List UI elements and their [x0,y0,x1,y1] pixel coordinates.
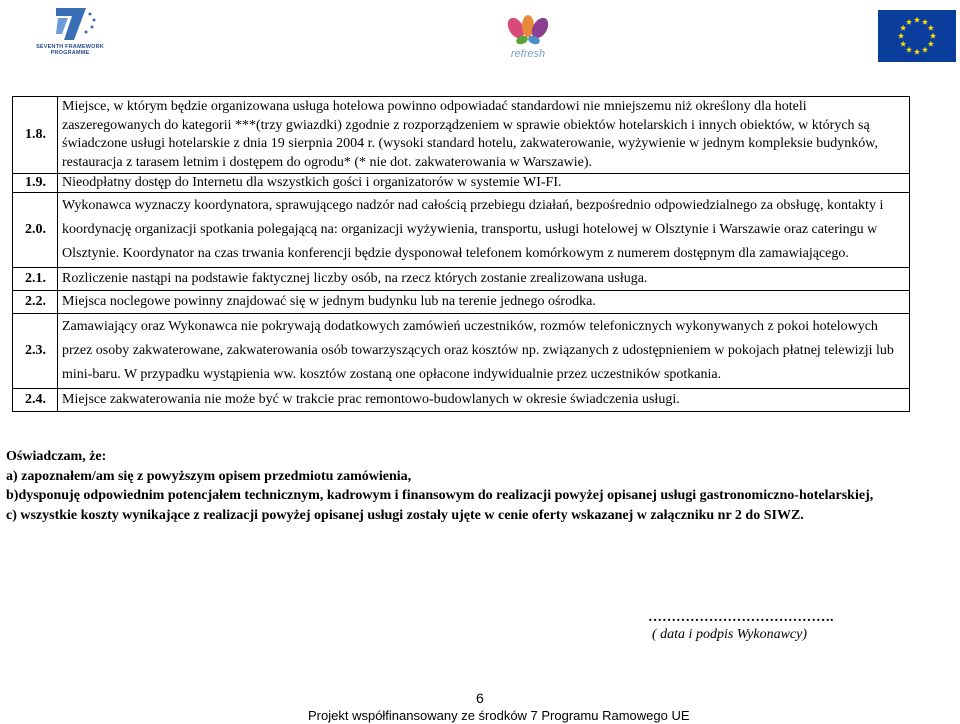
fp7-emblem-icon [28,4,112,44]
table-row [13,389,910,412]
eu-star-icon [900,25,906,31]
declaration-item: c) wszystkie koszty wynikające z realizacji powyżej opisanej usługi zostały ujęte w cenie oferty wskazanej w załączniku nr 2 do SIWZ. [6,507,804,523]
eu-star-icon [914,17,920,23]
row-number: 2.1. [13,268,58,291]
table-row [13,291,910,314]
eu-star-icon [898,33,904,39]
eu-star-icon [928,41,934,47]
table-row [13,97,910,174]
row-number: 2.2. [13,291,58,314]
eu-star-icon [914,49,920,55]
eu-star-icon [930,33,936,39]
eu-star-icon [928,25,934,31]
specification-table [12,96,910,412]
refresh-logo-text: refresh [510,48,546,60]
row-number: 1.8. [13,97,58,174]
row-text: Wykonawca wyznaczy koordynatora, sprawującego nadzór nad całością przebiegu działań, bezpośrednio odpowiedzialnego za obsługę, kontakty i koordynację organizacji spotkania polegającą na: organizacji wyżywienia, transportu, usługi hotelowej w Olsztynie i Warszawie oraz cateringu w Olsztynie. Koordynator na czas trwania konferencji będzie dysponował telefonem komórkowym z numerem dostępnym dla zamawiającego. [58,193,910,268]
eu-star-icon [906,47,912,53]
row-number: 2.3. [13,314,58,389]
signature-line: …………………………………. [648,610,834,625]
refresh-logo [496,14,560,60]
table-row [13,314,910,389]
eu-star-icon [922,47,928,53]
table-row [13,268,910,291]
row-number: 2.0. [13,193,58,268]
table-row [13,174,910,193]
row-text: Miejsca noclegowe powinny znajdować się w jednym budynku lub na terenie jednego ośrodka. [58,291,910,314]
row-text: Miejsce zakwaterowania nie może być w trakcie prac remontowo-budowlanych w okresie świadczenia usługi. [58,389,910,412]
row-text: Nieodpłatny dostęp do Internetu dla wszystkich gości i organizatorów w systemie WI-FI. [58,174,910,193]
row-number: 2.4. [13,389,58,412]
row-text: Rozliczenie nastąpi na podstawie faktycznej liczby osób, na rzecz których zostanie zrealizowana usługa. [58,268,910,291]
row-text: Miejsce, w którym będzie organizowana usługa hotelowa powinno odpowiadać standardowi nie mniejszemu niż określony dla hoteli zaszeregowanych do kategorii ***(trzy gwiazdki) zgodnie z rozporządzeniem w sprawie obiektów hotelarskich i innych obiektów, w których są świadczone usługi hotelarskie z dnia 19 sierpnia 2004 r. (wysoki standard hotelu, zakwaterowanie, wyżywienie w jednym kompleksie budynków, restauracja z tarasem letnim i dostępem do ogrodu* (* nie dot. zakwaterowania w Warszawie). [58,97,910,174]
signature-label: ( data i podpis Wykonawcy) [652,627,808,642]
declaration-heading: Oświadczam, że: [6,449,107,464]
eu-star-icon [906,19,912,25]
page-number: 6 [476,690,484,706]
declaration [6,447,956,525]
row-number: 1.9. [13,174,58,193]
declaration-item: b)dysponuję odpowiednim potencjałem technicznym, kadrowym i finansowym do realizacji powyżej opisanej usługi gastronomiczno-hotelarskiej, [6,488,874,503]
eu-flag-logo [878,10,956,62]
eu-star-icon [900,41,906,47]
table-row [13,193,910,268]
eu-stars-icon [878,10,956,62]
row-text: Zamawiający oraz Wykonawca nie pokrywają dodatkowych zamówień uczestników, rozmów telefonicznych wykonywanych z pokoi hotelowych przez osoby zakwaterowane, zakwaterowania osób towarzyszących oraz kosztów np. związanych z udostępnieniem w pokojach płatnej telewizji lub mini-baru. W przypadku wystąpienia ww. kosztów zostaną one opłacone indywidualnie przez uczestników spotkania. [58,314,910,389]
flower-icon [496,14,560,48]
fp7-logo [28,4,112,62]
footer-text: Projekt współfinansowany ze środków 7 Programu Ramowego UE [308,708,690,723]
declaration-item: a) zapoznałem/am się z powyższym opisem przedmiotu zamówienia, [6,468,412,484]
fp7-logo-text: SEVENTH FRAMEWORK PROGRAMME [36,44,104,56]
eu-star-icon [922,19,928,25]
